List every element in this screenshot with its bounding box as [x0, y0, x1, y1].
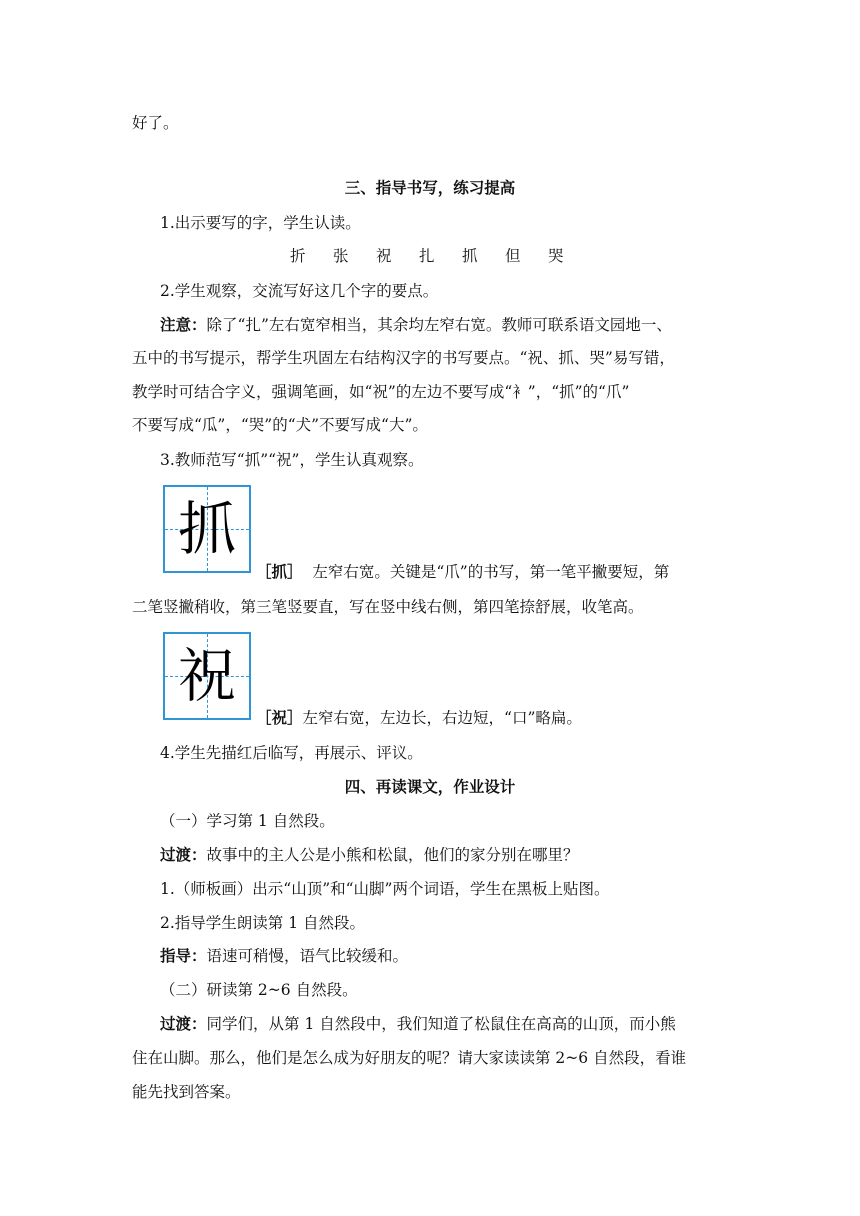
text-line: 3.教师范写“抓”“祝”，学生认真观察。: [160, 451, 424, 469]
text-line: 1.出示要写的字，学生认读。: [160, 214, 361, 232]
section-heading: 四、再读课文，作业设计: [344, 778, 516, 796]
transition-line: [160, 1013, 676, 1035]
note-text: 除了“扎”左右宽窄相当，其余均左窄右宽。教师可联系语文园地一、: [206, 316, 672, 334]
text-line: 能先找到答案。: [132, 1083, 241, 1101]
char-label: ［抓］: [256, 563, 303, 581]
character: 扎: [419, 247, 435, 265]
character: 但: [505, 247, 521, 265]
transition-text: 故事中的主人公是小熊和松鼠，他们的家分别在哪里？: [206, 846, 579, 864]
text-line: 4.学生先描红后临写，再展示、评议。: [160, 744, 423, 762]
model-character: 祝: [177, 642, 236, 710]
writing-grid: [163, 632, 251, 720]
text-line: 二笔竖撇稍收，第三笔竖要直，写在竖中线右侧，第四笔捺舒展，收笔高。: [132, 598, 644, 616]
text-line: 1.（师板画）出示“山顶”和“山脚”两个词语，学生在黑板上贴图。: [160, 880, 610, 898]
text-line: 2.指导学生朗读第 1 自然段。: [160, 914, 366, 932]
writing-grid: [163, 485, 251, 573]
text-line: （二）研读第 2~6 自然段。: [160, 981, 358, 999]
text-line: 住在山脚。那么，他们是怎么成为好朋友的呢？请大家读读第 2~6 自然段，看谁: [132, 1049, 687, 1067]
character: 抓: [462, 247, 478, 265]
transition-text: 同学们，从第 1 自然段中，我们知道了松鼠住在高高的山顶，而小熊: [206, 1015, 676, 1033]
text-line: 好了。: [132, 114, 179, 132]
model-character: 抓: [177, 495, 236, 563]
text-line: 五中的书写提示，帮学生巩固左右结构汉字的书写要点。“祝、抓、哭”易写错，: [132, 349, 675, 367]
note-label: 注意：: [160, 316, 207, 334]
character: 祝: [376, 247, 392, 265]
character: 哭: [548, 247, 564, 265]
guidance-line: [160, 945, 408, 967]
text-line: 2.学生观察，交流写好这几个字的要点。: [160, 282, 439, 300]
char-label: ［祝］: [256, 709, 303, 727]
character: 张: [333, 247, 349, 265]
note-text: 左窄右宽，左边长，右边短，“口”略扁。: [302, 709, 582, 727]
transition-line: [160, 844, 579, 866]
guidance-text: 语速可稍慢，语气比较缓和。: [206, 947, 409, 965]
guidance-label: 指导：: [160, 947, 207, 965]
character-list: [290, 245, 591, 267]
text-line: 不要写成“瓜”，“哭”的“犬”不要写成“大”。: [132, 416, 428, 434]
text-line: 教学时可结合字义，强调笔画，如“祝”的左边不要写成“衤”，“抓”的“爪”: [132, 383, 630, 401]
transition-label: 过渡：: [160, 846, 207, 864]
section-heading: 三、指导书写，练习提高: [344, 179, 516, 197]
note-text: 左窄右宽。关键是“爪”的书写，第一笔平撇要短，第: [312, 563, 670, 581]
transition-label: 过渡：: [160, 1015, 207, 1033]
character-note: [256, 707, 582, 729]
text-line: （一）学习第 1 自然段。: [160, 812, 335, 830]
character-note: [256, 561, 669, 583]
note-line: [160, 314, 672, 336]
character: 折: [290, 247, 306, 265]
